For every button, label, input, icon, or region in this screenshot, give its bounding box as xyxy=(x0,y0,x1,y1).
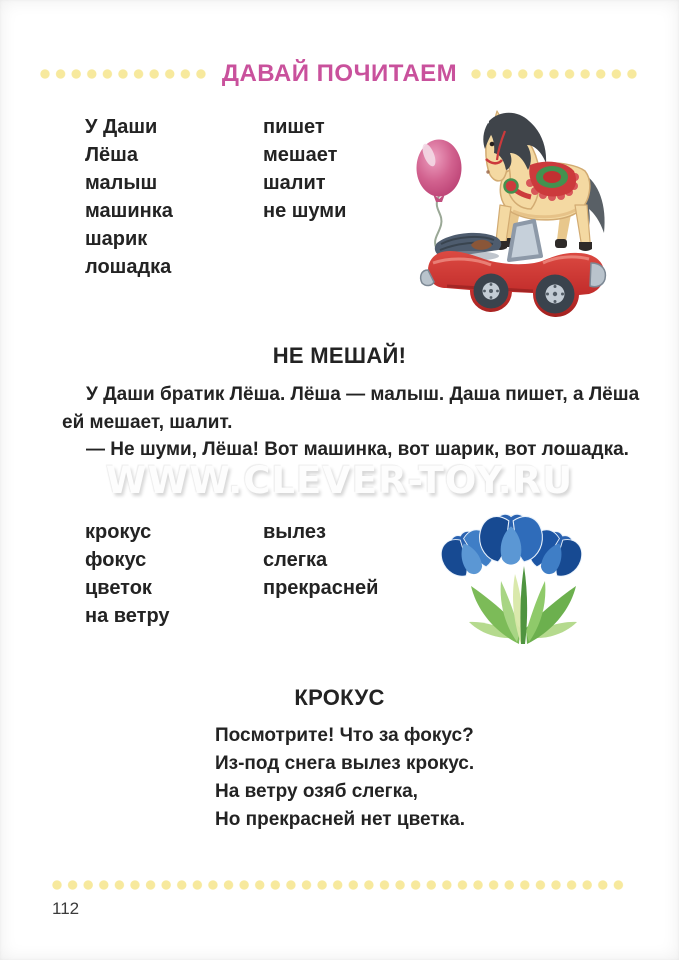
word-item: шарик xyxy=(85,228,148,250)
poem-title: КРОКУС xyxy=(294,685,385,710)
dotted-divider-right xyxy=(471,69,639,79)
page-number: 112 xyxy=(52,899,80,918)
word-item: вылез xyxy=(263,521,326,543)
story-line: ей мешает, шалит. xyxy=(62,411,233,433)
page-header xyxy=(40,57,639,91)
story-text xyxy=(62,381,640,464)
crocus-leaves xyxy=(469,566,577,644)
poem-line: Из-под снега вылез крокус. xyxy=(215,753,475,774)
story-title: НЕ МЕШАЙ! xyxy=(272,343,407,368)
red-toy-car-icon xyxy=(421,221,606,317)
word-item: мешает xyxy=(263,144,338,166)
word-list-1-column-1 xyxy=(85,113,173,281)
word-item: цветок xyxy=(85,577,152,599)
poem-line: На ветру озяб слегка, xyxy=(215,781,418,802)
poem-line: Посмотрите! Что за фокус? xyxy=(215,725,474,746)
word-item: шалит xyxy=(263,172,326,194)
story-line: — Не шуми, Лёша! Вот машинка, вот шарик, вот лошадка. xyxy=(86,439,629,460)
word-item: пишет xyxy=(263,116,325,138)
word-item: прекрасней xyxy=(263,577,379,599)
watermark-text: WWW.CLEVER-TOY.RU xyxy=(105,459,574,502)
word-list-2-column-2 xyxy=(263,518,378,602)
pink-balloon-icon xyxy=(417,140,462,251)
story-line: У Даши братик Лёша. Лёша — малыш. Даша пишет, а Лёша xyxy=(86,384,640,405)
word-item: крокус xyxy=(85,521,152,543)
word-item: на ветру xyxy=(85,605,170,627)
poem-text xyxy=(215,722,474,834)
word-item: малыш xyxy=(85,172,158,194)
poem-line: Но прекрасней нет цветка. xyxy=(215,809,465,830)
word-item: Лёша xyxy=(85,144,138,166)
word-item: фокус xyxy=(85,549,147,571)
word-list-2-column-1 xyxy=(85,518,170,630)
page-title: ДАВАЙ ПОЧИТАЕМ xyxy=(221,60,458,87)
dotted-divider-left xyxy=(40,69,208,79)
word-item: лошадка xyxy=(85,256,172,278)
dotted-divider-bottom xyxy=(52,880,627,890)
word-item: не шуми xyxy=(263,200,347,222)
blue-crocus-bouquet-illustration xyxy=(433,498,618,668)
word-list-1-column-2 xyxy=(263,113,346,225)
word-item: слегка xyxy=(263,549,328,571)
crocus-flower xyxy=(480,514,543,564)
toy-horse-car-balloon-illustration xyxy=(393,93,628,323)
word-item: У Даши xyxy=(85,116,158,138)
toy-horse-icon xyxy=(483,111,604,251)
word-item: машинка xyxy=(85,200,173,222)
